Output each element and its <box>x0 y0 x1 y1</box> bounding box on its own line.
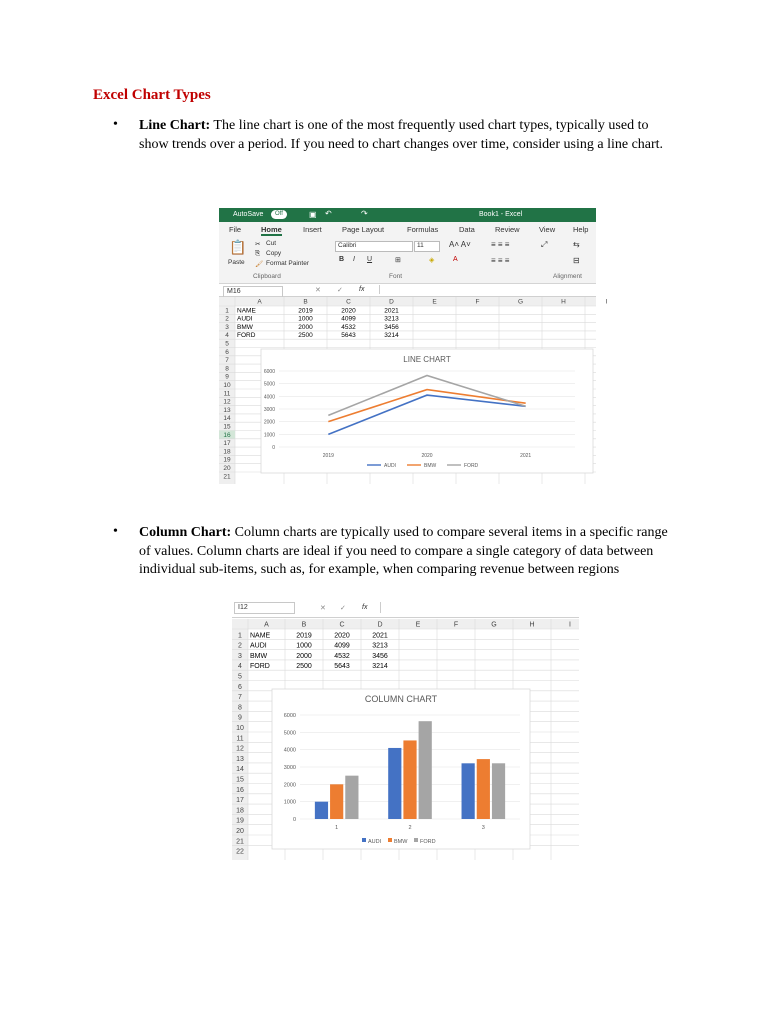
row-number: 13 <box>236 755 244 763</box>
cancel-icon[interactable]: ✕ <box>320 605 326 612</box>
column-header-H: H <box>561 298 566 306</box>
row-number: 16 <box>223 431 231 439</box>
paste-icon[interactable]: 📋 <box>229 239 247 255</box>
cell-value: 2019 <box>296 632 312 640</box>
column-chart-term: Column Chart: <box>139 525 232 540</box>
fill-color-icon[interactable]: ◈ <box>429 257 435 264</box>
cell-value: 2019 <box>298 307 313 315</box>
column-chart-paragraph <box>139 524 679 580</box>
row-number: 7 <box>238 694 242 702</box>
cell-value: 2020 <box>334 632 350 640</box>
cell-value: 5643 <box>341 332 356 340</box>
column-header-A: A <box>264 621 269 629</box>
formula-input[interactable] <box>379 285 594 294</box>
row-number: 18 <box>236 807 244 815</box>
legend-label: BMW <box>394 839 408 845</box>
cell-value: 2000 <box>298 323 313 331</box>
cell-value: 4099 <box>341 315 356 323</box>
x-tick-label: 2 <box>408 825 412 831</box>
excel-screenshot-column <box>232 599 579 860</box>
row-number: 4 <box>238 663 242 671</box>
y-tick-label: 5000 <box>263 381 275 388</box>
column-header-F: F <box>475 298 480 306</box>
column-header-E: E <box>415 621 421 629</box>
row-number: 20 <box>236 828 244 835</box>
row-number: 22 <box>236 848 244 856</box>
underline-icon[interactable]: U <box>367 256 373 263</box>
row-number: 21 <box>223 473 231 481</box>
italic-icon[interactable]: I <box>353 256 355 263</box>
tab-file[interactable]: File <box>229 225 242 234</box>
y-tick-label: 0 <box>272 445 275 451</box>
row-number: 2 <box>238 642 242 650</box>
paste-label[interactable]: Paste <box>228 259 245 266</box>
column-header-D: D <box>377 621 383 629</box>
row-number: 3 <box>225 323 229 331</box>
row-number: 9 <box>225 373 229 381</box>
cell-value: 2500 <box>296 663 312 671</box>
row-number: 3 <box>238 652 242 660</box>
row-number: 8 <box>238 704 242 712</box>
column-header-bar <box>232 619 579 629</box>
tab-insert[interactable]: Insert <box>303 225 322 234</box>
bar-bmw <box>477 759 490 819</box>
cell-value: 2500 <box>298 332 313 340</box>
cell-value: AUDI <box>237 315 253 323</box>
bold-icon[interactable]: B <box>339 256 345 263</box>
cell-value: 2021 <box>372 632 388 640</box>
legend-label: AUDI <box>384 463 396 469</box>
legend-swatch <box>388 838 392 842</box>
font-size-select[interactable]: 11 <box>414 241 440 252</box>
row-number: 5 <box>225 340 229 348</box>
y-tick-label: 2000 <box>263 419 275 426</box>
enter-icon[interactable]: ✓ <box>340 605 346 612</box>
column-header-B: B <box>301 621 307 629</box>
name-box[interactable]: M16 <box>223 286 283 298</box>
ribbon-toolbar <box>219 237 596 284</box>
merge-icon[interactable]: ⊟ <box>573 256 580 265</box>
column-header-F: F <box>453 621 459 629</box>
column-header-I: I <box>605 298 608 306</box>
legend-label: FORD <box>464 463 479 469</box>
redo-icon[interactable]: ↷ <box>361 209 368 218</box>
tab-help[interactable]: Help <box>573 225 589 234</box>
cut-icon[interactable]: ✂ <box>255 241 261 248</box>
cell-value: FORD <box>237 332 256 340</box>
row-number: 21 <box>236 838 244 846</box>
bar-ford <box>419 721 432 819</box>
page-heading: Excel Chart Types <box>93 87 211 103</box>
worksheet-grid[interactable] <box>219 297 608 484</box>
row-number: 11 <box>236 735 244 743</box>
cell-value: 5643 <box>334 663 350 671</box>
y-tick-label: 1000 <box>283 799 296 806</box>
cell-value: BMW <box>250 652 268 660</box>
row-number: 11 <box>223 390 231 398</box>
cell-value: NAME <box>237 307 256 315</box>
column-header-E: E <box>432 298 437 306</box>
cell-value: 4532 <box>334 652 350 660</box>
tab-formulas[interactable]: Formulas <box>407 225 439 234</box>
worksheet-grid[interactable] <box>232 619 579 860</box>
cell-value: 4532 <box>341 323 356 331</box>
row-number: 10 <box>223 382 231 389</box>
legend-label: BMW <box>424 463 437 469</box>
row-number: 12 <box>223 398 231 406</box>
cell-value: 1000 <box>298 315 313 323</box>
wrap-text-icon[interactable]: ⇆ <box>573 240 580 249</box>
function-icon[interactable]: fx <box>362 604 368 611</box>
autosave-label: AutoSave <box>233 211 264 218</box>
formula-bar <box>232 599 579 618</box>
legend-label: FORD <box>420 839 436 845</box>
column-header-G: G <box>491 621 497 629</box>
tab-data[interactable]: Data <box>459 225 475 234</box>
row-number: 2 <box>225 315 229 323</box>
row-number: 19 <box>236 817 244 825</box>
legend-swatch <box>362 838 366 842</box>
row-number: 19 <box>223 456 231 464</box>
x-tick-label: 3 <box>481 825 485 831</box>
alignment-group-label: Alignment <box>553 273 582 280</box>
x-tick-label: 2020 <box>421 453 433 459</box>
undo-icon[interactable]: ↶ <box>325 209 332 218</box>
bar-ford <box>492 763 505 819</box>
excel-title-bar <box>219 208 596 222</box>
cell-value: 3213 <box>384 315 399 323</box>
ribbon-tabs <box>219 222 596 237</box>
align-top-icon[interactable]: ≡ ≡ ≡ <box>491 240 510 249</box>
clipboard-group-label: Clipboard <box>253 273 281 280</box>
font-color-icon[interactable]: A <box>453 256 458 263</box>
y-tick-label: 3000 <box>263 407 275 413</box>
column-header-B: B <box>303 298 308 306</box>
line-chart-description: The line chart is one of the most frequently used chart types, typically used to show trends over a period. If you need to chart changes over time, consider using a line chart. <box>139 118 664 152</box>
y-tick-label: 1000 <box>263 432 275 439</box>
y-tick-label: 6000 <box>263 369 275 375</box>
font-group-label: Font <box>389 273 403 280</box>
y-tick-label: 0 <box>292 817 296 823</box>
formula-input[interactable] <box>380 602 577 613</box>
row-number: 14 <box>236 766 244 774</box>
line-chart-term: Line Chart: <box>139 118 211 133</box>
autosave-toggle[interactable]: Off <box>271 210 287 219</box>
column-header-I: I <box>569 621 571 629</box>
function-icon[interactable]: fx <box>359 286 365 293</box>
x-tick-label: 2019 <box>322 453 334 459</box>
increase-font-icon[interactable]: A˄ A˅ <box>449 240 471 249</box>
row-number: 8 <box>225 365 229 373</box>
cell-value: 3213 <box>372 642 388 650</box>
legend-label: AUDI <box>368 839 382 845</box>
bullet-line-chart: • <box>113 117 118 132</box>
row-number: 17 <box>236 797 244 805</box>
column-chart-description: Column charts are typically used to compare several items in a specific range of values. Column charts are ideal if you need to compare a single category of data between individual sub-items, such as, for example, when comparing revenue between regions <box>139 525 668 577</box>
cell-value: FORD <box>250 663 270 671</box>
row-number: 10 <box>236 725 244 732</box>
column-header-G: G <box>517 298 524 306</box>
copy-icon[interactable]: ⎘ <box>255 250 261 257</box>
row-number: 6 <box>225 348 229 356</box>
column-header-H: H <box>529 621 535 629</box>
cell-value: 3456 <box>372 652 388 660</box>
column-header-C: C <box>346 298 351 306</box>
row-number: 5 <box>238 673 242 681</box>
borders-icon[interactable]: ⊞ <box>395 257 401 264</box>
row-number: 15 <box>236 776 244 784</box>
font-name-select[interactable]: Calibri <box>335 241 413 252</box>
cell-value: BMW <box>237 323 253 331</box>
column-header-C: C <box>339 621 345 629</box>
cell-value: 2020 <box>341 307 356 315</box>
row-number: 15 <box>223 423 231 431</box>
cell-value: 3214 <box>372 663 388 671</box>
bar-bmw <box>330 784 343 819</box>
chart-title: COLUMN CHART <box>364 694 438 704</box>
row-number: 20 <box>223 465 231 472</box>
column-header-bar <box>219 297 596 306</box>
row-number: 18 <box>223 448 231 456</box>
row-number: 1 <box>225 307 229 315</box>
format-painter-icon[interactable]: 🖌 <box>255 261 264 268</box>
window-title: Book1 - Excel <box>479 211 523 218</box>
x-tick-label: 2021 <box>520 453 532 459</box>
bar-bmw <box>403 740 416 819</box>
row-number: 13 <box>223 406 231 414</box>
y-tick-label: 4000 <box>283 747 296 754</box>
cell-value: 1000 <box>296 642 312 650</box>
orientation-icon[interactable]: ⤢ <box>541 240 548 249</box>
x-tick-label: 1 <box>335 825 339 831</box>
chart-title: LINE CHART <box>403 355 451 364</box>
align-left-icon[interactable]: ≡ ≡ ≡ <box>491 256 510 265</box>
row-number: 12 <box>236 745 244 753</box>
cut-label[interactable]: Cut <box>266 240 277 247</box>
y-tick-label: 4000 <box>263 394 275 401</box>
enter-icon[interactable]: ✓ <box>337 287 343 294</box>
bar-audi <box>462 763 475 819</box>
line-chart-paragraph <box>139 117 679 154</box>
column-header-A: A <box>257 298 262 306</box>
tab-review[interactable]: Review <box>495 225 520 234</box>
cell-value: 4099 <box>334 642 350 650</box>
y-tick-label: 5000 <box>283 730 296 737</box>
row-number: 16 <box>236 786 244 794</box>
bar-ford <box>345 776 358 819</box>
cell-value: 2000 <box>296 652 312 660</box>
row-number: 4 <box>225 332 229 340</box>
tab-view[interactable]: View <box>539 225 556 234</box>
bar-audi <box>315 802 328 819</box>
row-number: 9 <box>238 714 242 722</box>
cell-value: 3214 <box>384 332 399 340</box>
cell-value: NAME <box>250 632 271 640</box>
row-number: 6 <box>238 683 242 691</box>
y-tick-label: 2000 <box>283 782 296 789</box>
legend-swatch <box>414 838 418 842</box>
row-number: 17 <box>223 440 231 448</box>
row-number: 1 <box>238 632 242 640</box>
bullet-column-chart: • <box>113 524 118 539</box>
excel-screenshot-line <box>219 208 608 484</box>
name-box[interactable]: I12 <box>234 602 295 614</box>
y-tick-label: 6000 <box>283 713 296 719</box>
y-tick-label: 3000 <box>283 765 296 771</box>
column-header-D: D <box>389 298 394 306</box>
format-painter-label[interactable]: Format Painter <box>266 260 309 267</box>
bar-audi <box>388 748 401 819</box>
copy-label[interactable]: Copy <box>266 250 282 257</box>
save-icon[interactable]: ▣ <box>309 210 317 219</box>
cell-value: 2021 <box>384 307 399 315</box>
tab-home[interactable]: Home <box>261 225 282 234</box>
row-number: 7 <box>225 357 229 365</box>
cell-value: AUDI <box>250 642 267 650</box>
tab-page-layout[interactable]: Page Layout <box>342 225 385 234</box>
cell-value: 3456 <box>384 323 399 331</box>
formula-bar <box>219 284 596 297</box>
row-number: 14 <box>223 415 231 423</box>
cancel-icon[interactable]: ✕ <box>315 287 321 294</box>
